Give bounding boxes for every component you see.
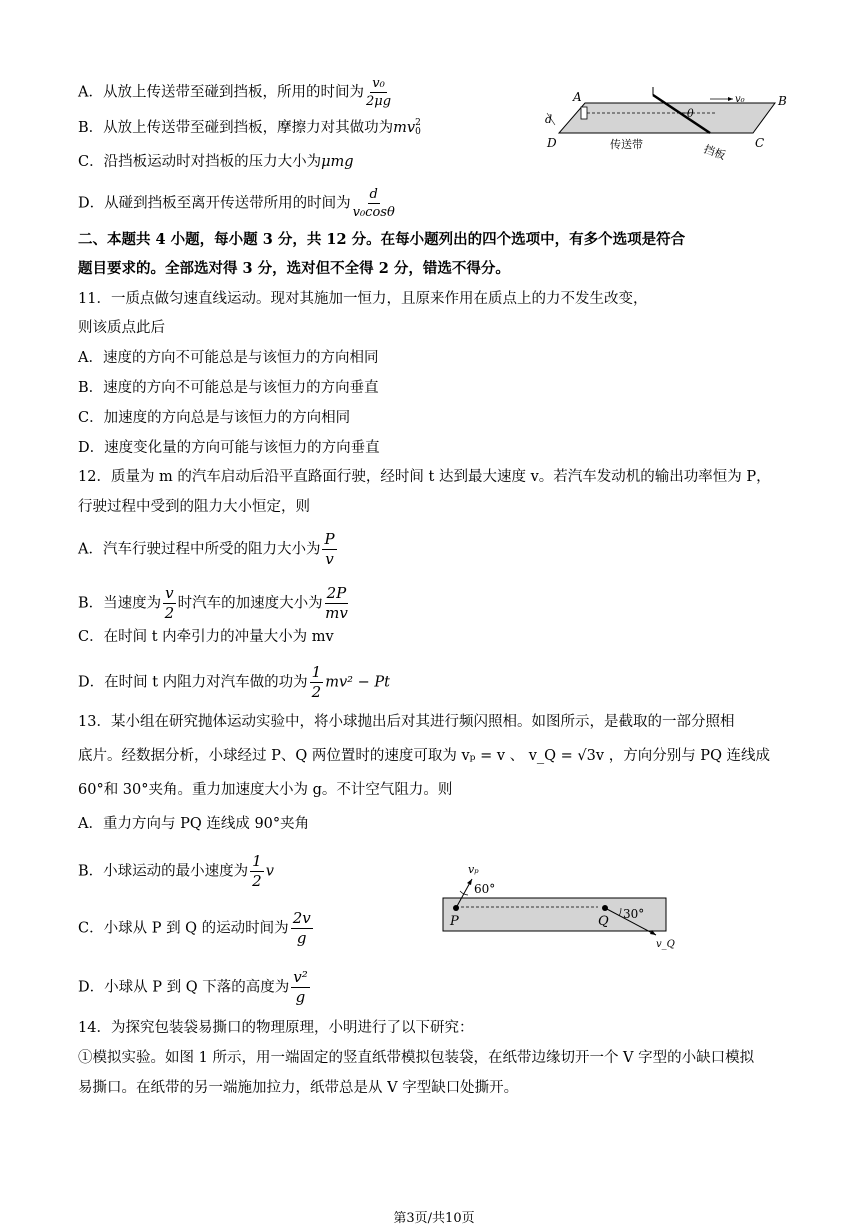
- q12-option-a: A．汽车行驶过程中所受的阻力大小为 $\frac{P}{v}$: [78, 530, 335, 568]
- q12-option-c: C．在时间 t 内牵引力的冲量大小为 mv: [78, 629, 334, 645]
- q10-option-b: B．从放上传送带至碰到挡板，摩擦力对其做功为mv 2 0: [78, 118, 421, 137]
- q11-stem-1: 11．一质点做匀速直线运动。现对其施加一恒力，且原来作用在质点上的力不发生改变，: [78, 291, 648, 307]
- belt-surface: [559, 103, 775, 133]
- q10-option-d: D．从碰到挡板至离开传送带所用的时间为 $\frac{d}{\text{v₀cosθ}}$: [78, 187, 395, 220]
- q11-option-b: B．速度的方向不可能总是与该恒力的方向垂直: [78, 380, 379, 396]
- q13-stem-1: 13．某小组在研究抛体运动实验中，将小球抛出后对其进行频闪照相。如图所示，是截取的一部分照相: [78, 714, 735, 730]
- q12-stem-2: 行驶过程中受到的阻力大小恒定，则: [78, 499, 310, 515]
- q10-option-c: C．沿挡板运动时对挡板的压力大小为μmg: [78, 154, 354, 170]
- q13-option-a: A．重力方向与 PQ 连线成 90°夹角: [78, 816, 310, 832]
- conveyor-belt-diagram: [535, 85, 795, 165]
- svg-text:vₚ: vₚ: [468, 863, 479, 876]
- q13-option-c: C．小球从 P 到 Q 的运动时间为 $\frac{2v}{g}$: [78, 909, 311, 947]
- section2-line1: 二、本题共 4 小题，每小题 3 分，共 12 分。在每小题列出的四个选项中，有多个选项是符合: [78, 231, 686, 248]
- svg-text:d: d: [545, 113, 553, 126]
- q11-option-a: A．速度的方向不可能总是与该恒力的方向相同: [78, 350, 379, 366]
- q13-option-b: B．小球运动的最小速度为 $\frac{1}{2}$ v: [78, 852, 274, 890]
- q14-stem-2: ①模拟实验。如图 1 所示，用一端固定的竖直纸带模拟包装袋，在纸带边缘切开一个 V 字型的小缺口模拟: [78, 1050, 755, 1066]
- q13-stem-3: 60°和 30°夹角。重力加速度大小为 g。不计空气阻力。则: [78, 782, 453, 798]
- q14-stem-1: 14．为探究包装袋易撕口的物理原理，小明进行了以下研究：: [78, 1020, 474, 1036]
- q13-option-d: D．小球从 P 到 Q 下落的高度为 $\frac{\text{v²}}{g}$: [78, 968, 308, 1006]
- svg-text:C: C: [755, 136, 765, 150]
- q12-stem-1: 12．质量为 m 的汽车启动后沿平直路面行驶，经时间 t 达到最大速度 v。若汽车发动机的输出功率恒为 P，: [78, 469, 771, 485]
- q11-stem-2: 则该质点此后: [78, 320, 165, 336]
- film-strip-diagram: [438, 855, 678, 955]
- q13-stem-2: 底片。经数据分析，小球经过 P、Q 两位置时的速度可取为 vₚ = v 、 v_Q = √3v ，方向分别与 PQ 连线成: [78, 748, 771, 764]
- section2-line2: 题目要求的。全部选对得 3 分，选对但不全得 2 分，错选不得分。: [78, 260, 510, 277]
- svg-text:B: B: [778, 94, 787, 108]
- svg-text:P: P: [450, 914, 459, 929]
- page-footer: 第3页/共10页: [393, 1211, 475, 1226]
- svg-text:D: D: [547, 136, 557, 150]
- svg-text:v₀: v₀: [735, 94, 745, 105]
- q10-option-a: A．从放上传送带至碰到挡板，所用的时间为 $\frac{\text{v₀}}{2\mu g}$: [78, 76, 392, 109]
- q11-option-d: D．速度变化量的方向可能与该恒力的方向垂直: [78, 440, 380, 456]
- svg-text:传送带: 传送带: [610, 138, 643, 151]
- svg-text:Q: Q: [598, 914, 609, 929]
- q12-option-b: B．当速度为 $\frac{v}{2}$ 时汽车的加速度大小为 $\frac{2P}{mv}$: [78, 584, 348, 622]
- block-icon: [581, 107, 587, 119]
- q14-stem-3: 易撕口。在纸带的另一端施加拉力，纸带总是从 V 字型缺口处撕开。: [78, 1080, 519, 1096]
- q11-option-c: C．加速度的方向总是与该恒力的方向相同: [78, 410, 351, 426]
- svg-text:60°: 60°: [474, 882, 496, 896]
- svg-text:v_Q: v_Q: [656, 939, 675, 950]
- svg-text:A: A: [573, 90, 582, 104]
- q12-option-d: D．在时间 t 内阻力对汽车做的功为 $\frac{1}{2}$ mv² − Pt: [78, 663, 390, 701]
- svg-text:30°: 30°: [623, 907, 645, 921]
- svg-text:θ: θ: [687, 107, 694, 120]
- svg-text:挡板: 挡板: [701, 142, 728, 163]
